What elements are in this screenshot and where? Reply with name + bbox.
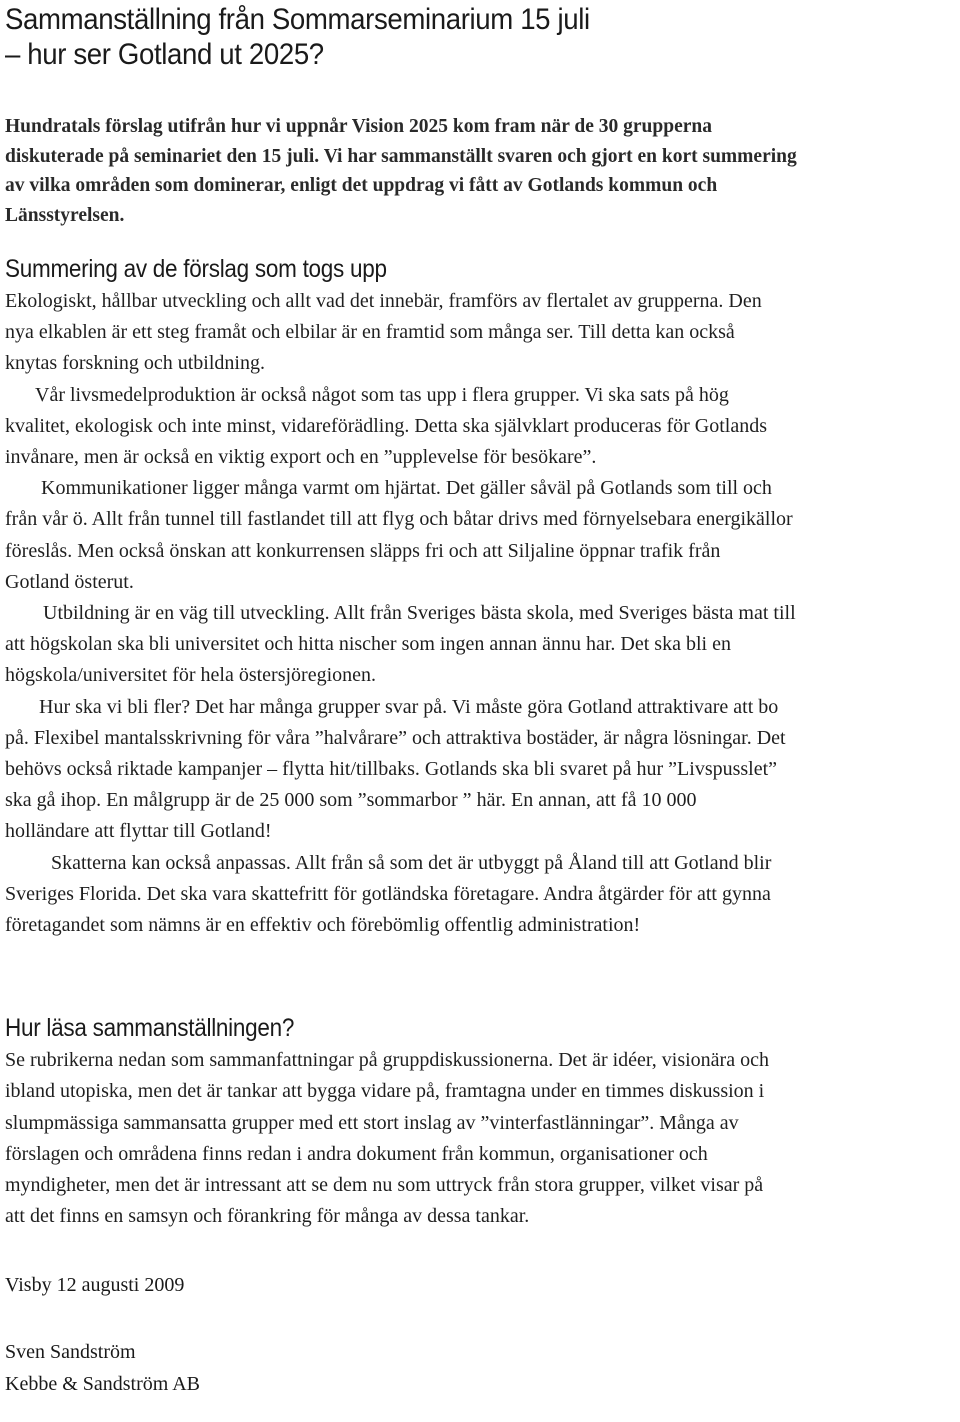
paragraph-line: slumpmässiga sammansatta grupper med ett stort inslag av ”vinterfastlänningar”. Många av — [5, 1111, 739, 1134]
paragraph-line: att det finns en samsyn och förankring för många av dessa tankar. — [5, 1205, 530, 1228]
paragraph-line: på. Flexibel mantalsskrivning för våra ”halvårare” och attraktiva bostäder, är några lösningar. Det — [5, 726, 786, 749]
paragraph-line: från vår ö. Allt från tunnel till fastlandet till att flyg och båtar drivs med förnyelsebara energikällor — [5, 508, 793, 531]
paragraph-line: högskola/universitet för hela östersjöregionen. — [5, 664, 377, 687]
paragraph-line: myndigheter, men det är intressant att se dem nu som uttryck från stora grupper, vilket visar på — [5, 1174, 764, 1197]
paragraph-line: Skatterna kan också anpassas. Allt från så som det är utbyggt på Åland till att Gotland blir — [51, 851, 772, 874]
title-line-2: – hur ser Gotland ut 2025? — [5, 38, 324, 71]
paragraph-line: Hur ska vi bli fler? Det har många grupper svar på. Vi måste göra Gotland attraktivare att bo — [39, 695, 779, 718]
paragraph-line: Ekologiskt, hållbar utveckling och allt vad det innebär, framförs av flertalet av grupperna. Den — [5, 290, 762, 312]
paragraph-line: holländare att flyttar till Gotland! — [5, 820, 272, 843]
paragraph-line: Vår livsmedelproduktion är också något som tas upp i flera grupper. Vi ska sats på hög — [35, 383, 729, 406]
summary-paragraph-population — [5, 692, 955, 848]
paragraph-line: knytas forskning och utbildning. — [5, 352, 265, 375]
summary-paragraph-education — [5, 598, 955, 692]
paragraph-line: Sveriges Florida. Det ska vara skattefritt för gotländska företagare. Andra åtgärder för att gynna — [5, 882, 771, 905]
paragraph-line: att högskolan ska bli universitet och hitta nischer som ingen annan ännu har. Det ska bli en — [5, 633, 731, 656]
summary-paragraph-food — [5, 380, 955, 474]
intro-line: av vilka områden som dominerar, enligt det uppdrag vi fått av Gotlands kommun och — [5, 175, 718, 196]
document-date: Visby 12 augusti 2009 — [5, 1274, 185, 1297]
paragraph-line: kvalitet, ekologisk och inte minst, vidareförädling. Detta ska självklart produceras för Gotlands — [5, 414, 768, 437]
intro-line: Hundratals förslag utifrån hur vi uppnår Vision 2025 kom fram när de 30 grupperna — [5, 116, 712, 137]
paragraph-line: förslagen och områdena finns redan i andra dokument från kommun, organisationer och — [5, 1142, 708, 1165]
summary-paragraph-communications — [5, 473, 955, 598]
paragraph-line: behövs också riktade kampanjer – flytta hit/tillbaks. Gotlands ska bli svaret på hur ”Livspusslet” — [5, 758, 778, 781]
signature-name: Sven Sandström — [5, 1341, 136, 1364]
paragraph-line: Gotland österut. — [5, 570, 134, 593]
paragraph-line: Se rubrikerna nedan som sammanfattningar på gruppdiskussionerna. Det är idéer, visionära och — [5, 1049, 769, 1072]
reading-paragraph — [5, 1045, 955, 1232]
summary-paragraph-taxes — [5, 848, 955, 942]
paragraph-line: nya elkablen är ett steg framåt och elbilar är en framtid som många ser. Till detta kan också — [5, 321, 735, 344]
paragraph-line: föreslås. Men också önskan att konkurrensen släpps fri och att Siljaline öppnar trafik från — [5, 539, 721, 562]
intro-paragraph — [5, 112, 955, 230]
signature-block — [5, 1337, 955, 1400]
paragraph-line: Utbildning är en väg till utveckling. Allt från Sveriges bästa skola, med Sveriges bästa mat till — [43, 602, 796, 625]
document-title — [5, 0, 879, 72]
summary-section — [5, 286, 955, 941]
title-line-1: Sammanställning från Sommarseminarium 15 juli — [5, 3, 590, 36]
summary-paragraph-ecology — [5, 286, 955, 380]
paragraph-line: Kommunikationer ligger många varmt om hjärtat. Det gäller såväl på Gotlands som till och — [41, 477, 772, 500]
intro-line: Länsstyrelsen. — [5, 204, 125, 226]
paragraph-line: ibland utopiska, men det är tankar att bygga vidare på, framtagna under en timmes diskussion i — [5, 1080, 765, 1103]
summary-heading: Summering av de förslag som togs upp — [5, 255, 387, 283]
document-page — [5, 0, 955, 1400]
signature-company: Kebbe & Sandström AB — [5, 1372, 200, 1395]
reading-heading: Hur läsa sammanställningen? — [5, 1014, 295, 1043]
intro-line: diskuterade på seminariet den 15 juli. Vi har sammanställt svaren och gjort en kort summering — [5, 145, 797, 167]
paragraph-line: ska gå ihop. En målgrupp är de 25 000 som ”sommarbor ” här. En annan, att få 10 000 — [5, 789, 697, 812]
paragraph-line: invånare, men är också en viktig export och en ”upplevelse för besökare”. — [5, 446, 597, 469]
paragraph-line: företagandet som nämns är en effektiv och förebömlig offentlig administration! — [5, 914, 641, 937]
